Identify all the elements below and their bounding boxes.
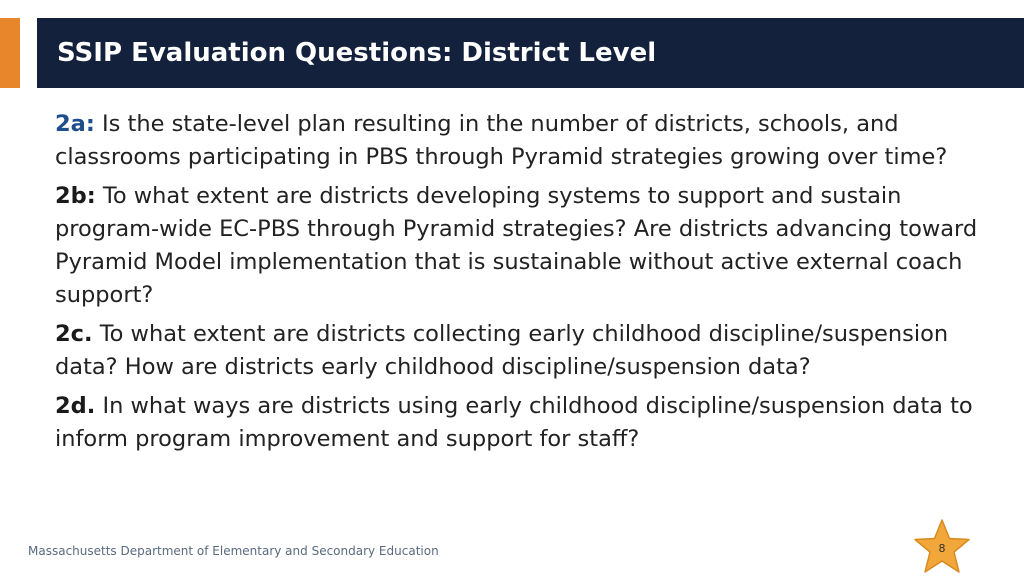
page-number: 8 (938, 542, 946, 555)
footer-organization: Massachusetts Department of Elementary and Secondary Education (28, 544, 439, 558)
question-text: To what extent are districts developing systems to support and sustain program-wide EC-PBS through Pyramid strategies? Are districts advancing toward Pyramid Model implementation that is sustainable without active external coach support? (55, 183, 978, 308)
question-2c (55, 318, 985, 384)
question-2b (55, 180, 985, 312)
question-text: Is the state-level plan resulting in the number of districts, schools, and classrooms participating in PBS through Pyramid strategies growing over time? (55, 111, 948, 170)
question-text: To what extent are districts collecting early childhood discipline/suspension data? How are districts early childhood discipline/suspension data? (55, 321, 949, 380)
question-label: 2b: (55, 183, 96, 209)
question-2d (55, 390, 985, 456)
question-label: 2c. (55, 321, 93, 347)
accent-bar (0, 18, 20, 88)
question-label: 2a: (55, 111, 95, 137)
question-text: In what ways are districts using early childhood discipline/suspension data to inform program improvement and support for staff? (55, 393, 973, 452)
slide-title: SSIP Evaluation Questions: District Level (57, 38, 657, 68)
questions-list (55, 108, 985, 462)
question-label: 2d. (55, 393, 96, 419)
title-bar (37, 18, 1024, 88)
question-2a (55, 108, 985, 174)
